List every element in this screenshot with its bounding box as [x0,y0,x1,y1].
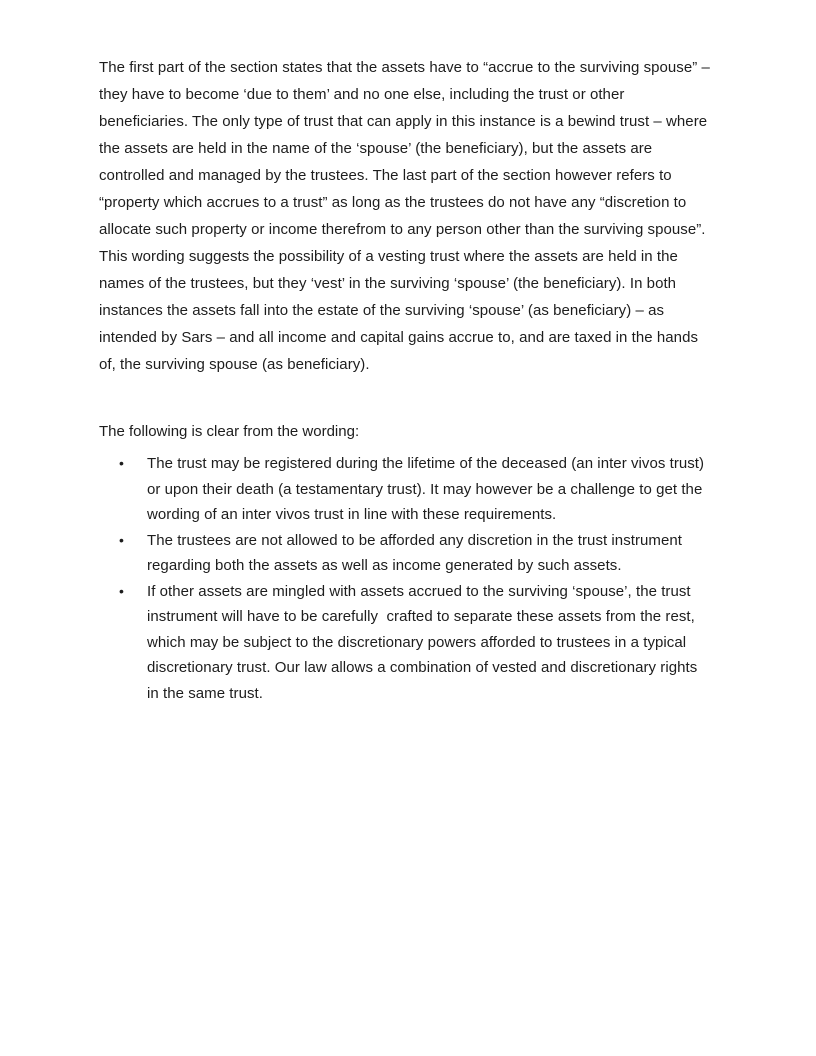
bullet-item [99,528,711,579]
bullet-icon: • [119,455,124,471]
bullet-text: The trustees are not allowed to be afforded any discretion in the trust instrument regarding both the assets as well as income generated by such assets. [147,531,687,574]
bullet-text: The trust may be registered during the lifetime of the deceased (an inter vivos trust) or upon their death (a testamentary trust). It may however be a challenge to get the wording of an inter vivos trust in line with these requirements. [147,455,709,523]
bullet-icon: • [119,582,124,599]
bullet-icon: • [119,531,124,548]
bullet-item [99,451,711,528]
bullet-text: If other assets are mingled with assets accrued to the surviving ‘spouse’, the trust instrument will have to be carefully crafted to separate these assets from the rest, which may be subject to the discretionary powers afforded to trustees in a typical discretionary trust. Our law allows a combination of vested and discretionary rights in the same trust. [147,582,702,702]
list-intro-line: The following is clear from the wording: [99,423,360,440]
document-content [99,54,715,706]
bullet-item [99,579,711,707]
bullet-list [99,451,711,706]
body-paragraph: The first part of the section states that the assets have to “accrue to the surviving spouse” – they have to become ‘due to them’ and no one else, including the trust or other beneficiaries. The only type of trust that can apply in this instance is a bewind trust – where the assets are held in the name of the ‘spouse’ (the beneficiary), but the assets are controlled and managed by the trustees. The last part of the section however refers to “property which accrues to a trust” as long as the trustees do not have any “discretion to allocate such property or income therefrom to any person other than the surviving spouse”. This wording suggests the possibility of a vesting trust where the assets are held in the names of the trustees, but they ‘vest’ in the surviving ‘spouse’ (the beneficiary). In both instances the assets fall into the estate of the surviving ‘spouse’ (as beneficiary) – as intended by Sars – and all income and capital gains accrue to, and are taxed in the hands of, the surviving spouse (as beneficiary). [99,59,715,373]
